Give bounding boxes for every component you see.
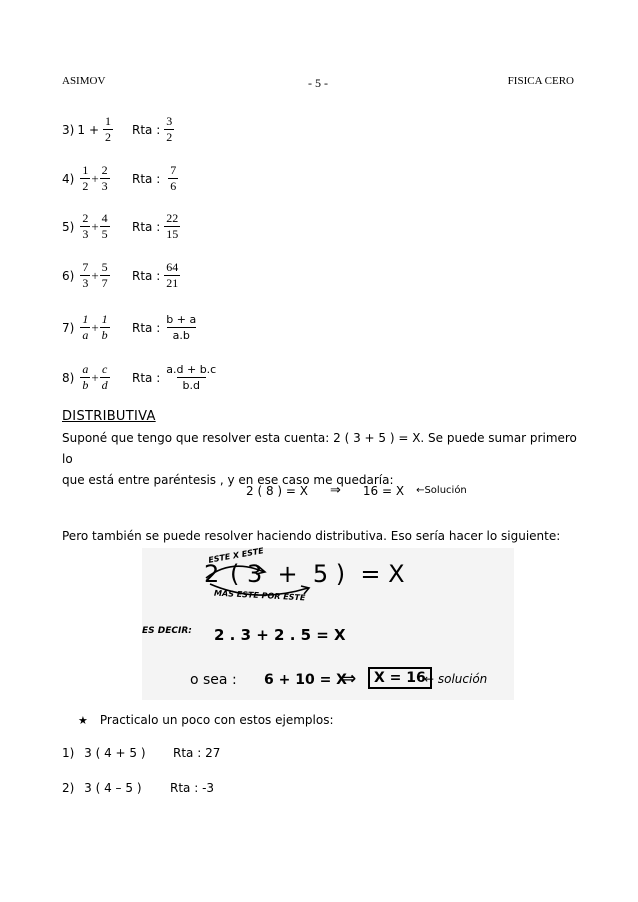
practice-answer-1: Rta : 27 <box>173 746 221 760</box>
answer-label: Rta : <box>132 370 161 385</box>
plus-operator: + <box>91 319 99 335</box>
implies-arrow: ⇒ <box>329 483 341 498</box>
answer-5 <box>132 211 180 242</box>
answer-6 <box>132 260 180 291</box>
boxed-answer: X = 16 <box>368 667 432 689</box>
section-title: DISTRIBUTIVA <box>62 409 156 424</box>
answer-label: Rta : <box>132 219 161 234</box>
fraction: $\frac{c}{d}$ <box>101 362 108 392</box>
whole-number: 1 <box>77 122 85 137</box>
item-number: 1) <box>62 746 75 760</box>
equation-left: 2 ( 8 ) = X <box>246 483 308 498</box>
answer-label: Rta : <box>132 122 161 137</box>
answer-fraction: $\frac{7}{6}$ <box>170 163 177 193</box>
hand-expression: ( 3 + 5 ) = X <box>230 560 405 588</box>
answer-label: Rta : <box>132 320 161 335</box>
hand-two: 2 <box>204 560 220 588</box>
fraction: $\frac{1}{2}$ <box>105 114 112 144</box>
answer-label: Rta : <box>132 171 161 186</box>
answer-fraction: $\frac{a.d + b.c}{b.d}$ <box>166 363 217 392</box>
plus-operator: + <box>88 122 100 137</box>
fraction: $\frac{a}{b}$ <box>82 362 89 392</box>
answer-3 <box>132 114 174 145</box>
fraction: $\frac{5}{7}$ <box>101 260 108 290</box>
answer-fraction: $\frac{3}{2}$ <box>166 114 173 144</box>
plus-operator: + <box>91 267 99 283</box>
plus-operator: + <box>91 218 99 234</box>
exercise-3 <box>62 114 113 145</box>
answer-label: Rta : <box>132 268 161 283</box>
hand-line-3: 6 + 10 = X <box>264 672 347 688</box>
fraction: $\frac{1}{b}$ <box>101 312 108 342</box>
plus-operator: + <box>91 369 99 385</box>
intro-line-2: que está entre paréntesis , y en ese caso me quedaría: <box>62 473 394 487</box>
intro-paragraph <box>62 428 582 491</box>
item-number: 2) <box>62 781 75 795</box>
o-sea-label: o sea : <box>190 672 237 688</box>
answer-fraction: $\frac{b + a}{a.b}$ <box>166 313 197 342</box>
fraction: $\frac{7}{3}$ <box>82 260 89 290</box>
exercise-6 <box>62 260 110 291</box>
hand-line-2: 2 . 3 + 2 . 5 = X <box>214 626 346 644</box>
exercise-5 <box>62 211 110 242</box>
answer-8 <box>132 362 218 393</box>
answer-fraction: $\frac{22}{15}$ <box>166 211 179 241</box>
top-label: ESTE X ESTE <box>207 546 265 565</box>
page-number: - 5 - <box>308 76 328 90</box>
practice-item-2 <box>62 781 142 795</box>
fraction: $\frac{2}{3}$ <box>82 211 89 241</box>
item-expression: 3 ( 4 + 5 ) <box>84 746 146 760</box>
fraction: $\frac{4}{5}$ <box>101 211 108 241</box>
plus-operator: + <box>91 170 99 186</box>
intro-line-1: Suponé que tengo que resolver esta cuenta: 2 ( 3 + 5 ) = X. Se puede sumar primero lo <box>62 431 577 466</box>
exercise-number: 8) <box>62 370 75 385</box>
practice-intro-text: Practicalo un poco con estos ejemplos: <box>99 713 334 727</box>
handwritten-image <box>142 548 514 700</box>
item-expression: 3 ( 4 – 5 ) <box>84 781 142 795</box>
es-decir-label: ES DECIR: <box>142 626 192 636</box>
exercise-7 <box>62 312 110 343</box>
fraction: $\frac{2}{3}$ <box>101 163 108 193</box>
equation-right: 16 = X <box>362 483 405 498</box>
equation-line <box>246 483 467 498</box>
solution-note: ←Solución <box>416 485 467 496</box>
exercise-8 <box>62 362 110 393</box>
practice-answer-2: Rta : -3 <box>170 781 215 795</box>
fraction: $\frac{1}{a}$ <box>82 312 89 342</box>
fraction: $\frac{1}{2}$ <box>82 163 89 193</box>
header-left: ASIMOV <box>62 75 106 87</box>
practice-intro <box>78 713 334 727</box>
star-icon: ★ <box>78 713 88 727</box>
distributive-paragraph: Pero también se puede resolver haciendo distributiva. Eso sería hacer lo siguiente: <box>62 529 561 543</box>
exercise-4 <box>62 163 110 194</box>
bottom-label: MAS ESTE POR ESTE <box>213 588 306 603</box>
exercise-number: 4) <box>62 171 75 186</box>
answer-4 <box>132 163 178 194</box>
exercise-number: 6) <box>62 268 75 283</box>
answer-fraction: $\frac{64}{21}$ <box>166 260 179 290</box>
exercise-number: 7) <box>62 320 75 335</box>
answer-7 <box>132 312 198 343</box>
implies-arrow-icon: ⇒ <box>342 669 357 689</box>
practice-item-1 <box>62 746 146 760</box>
exercise-number: 3) <box>62 122 75 137</box>
exercise-number: 5) <box>62 219 75 234</box>
header-right: FISICA CERO <box>507 75 574 87</box>
solucion-label: ← solución <box>424 672 488 686</box>
